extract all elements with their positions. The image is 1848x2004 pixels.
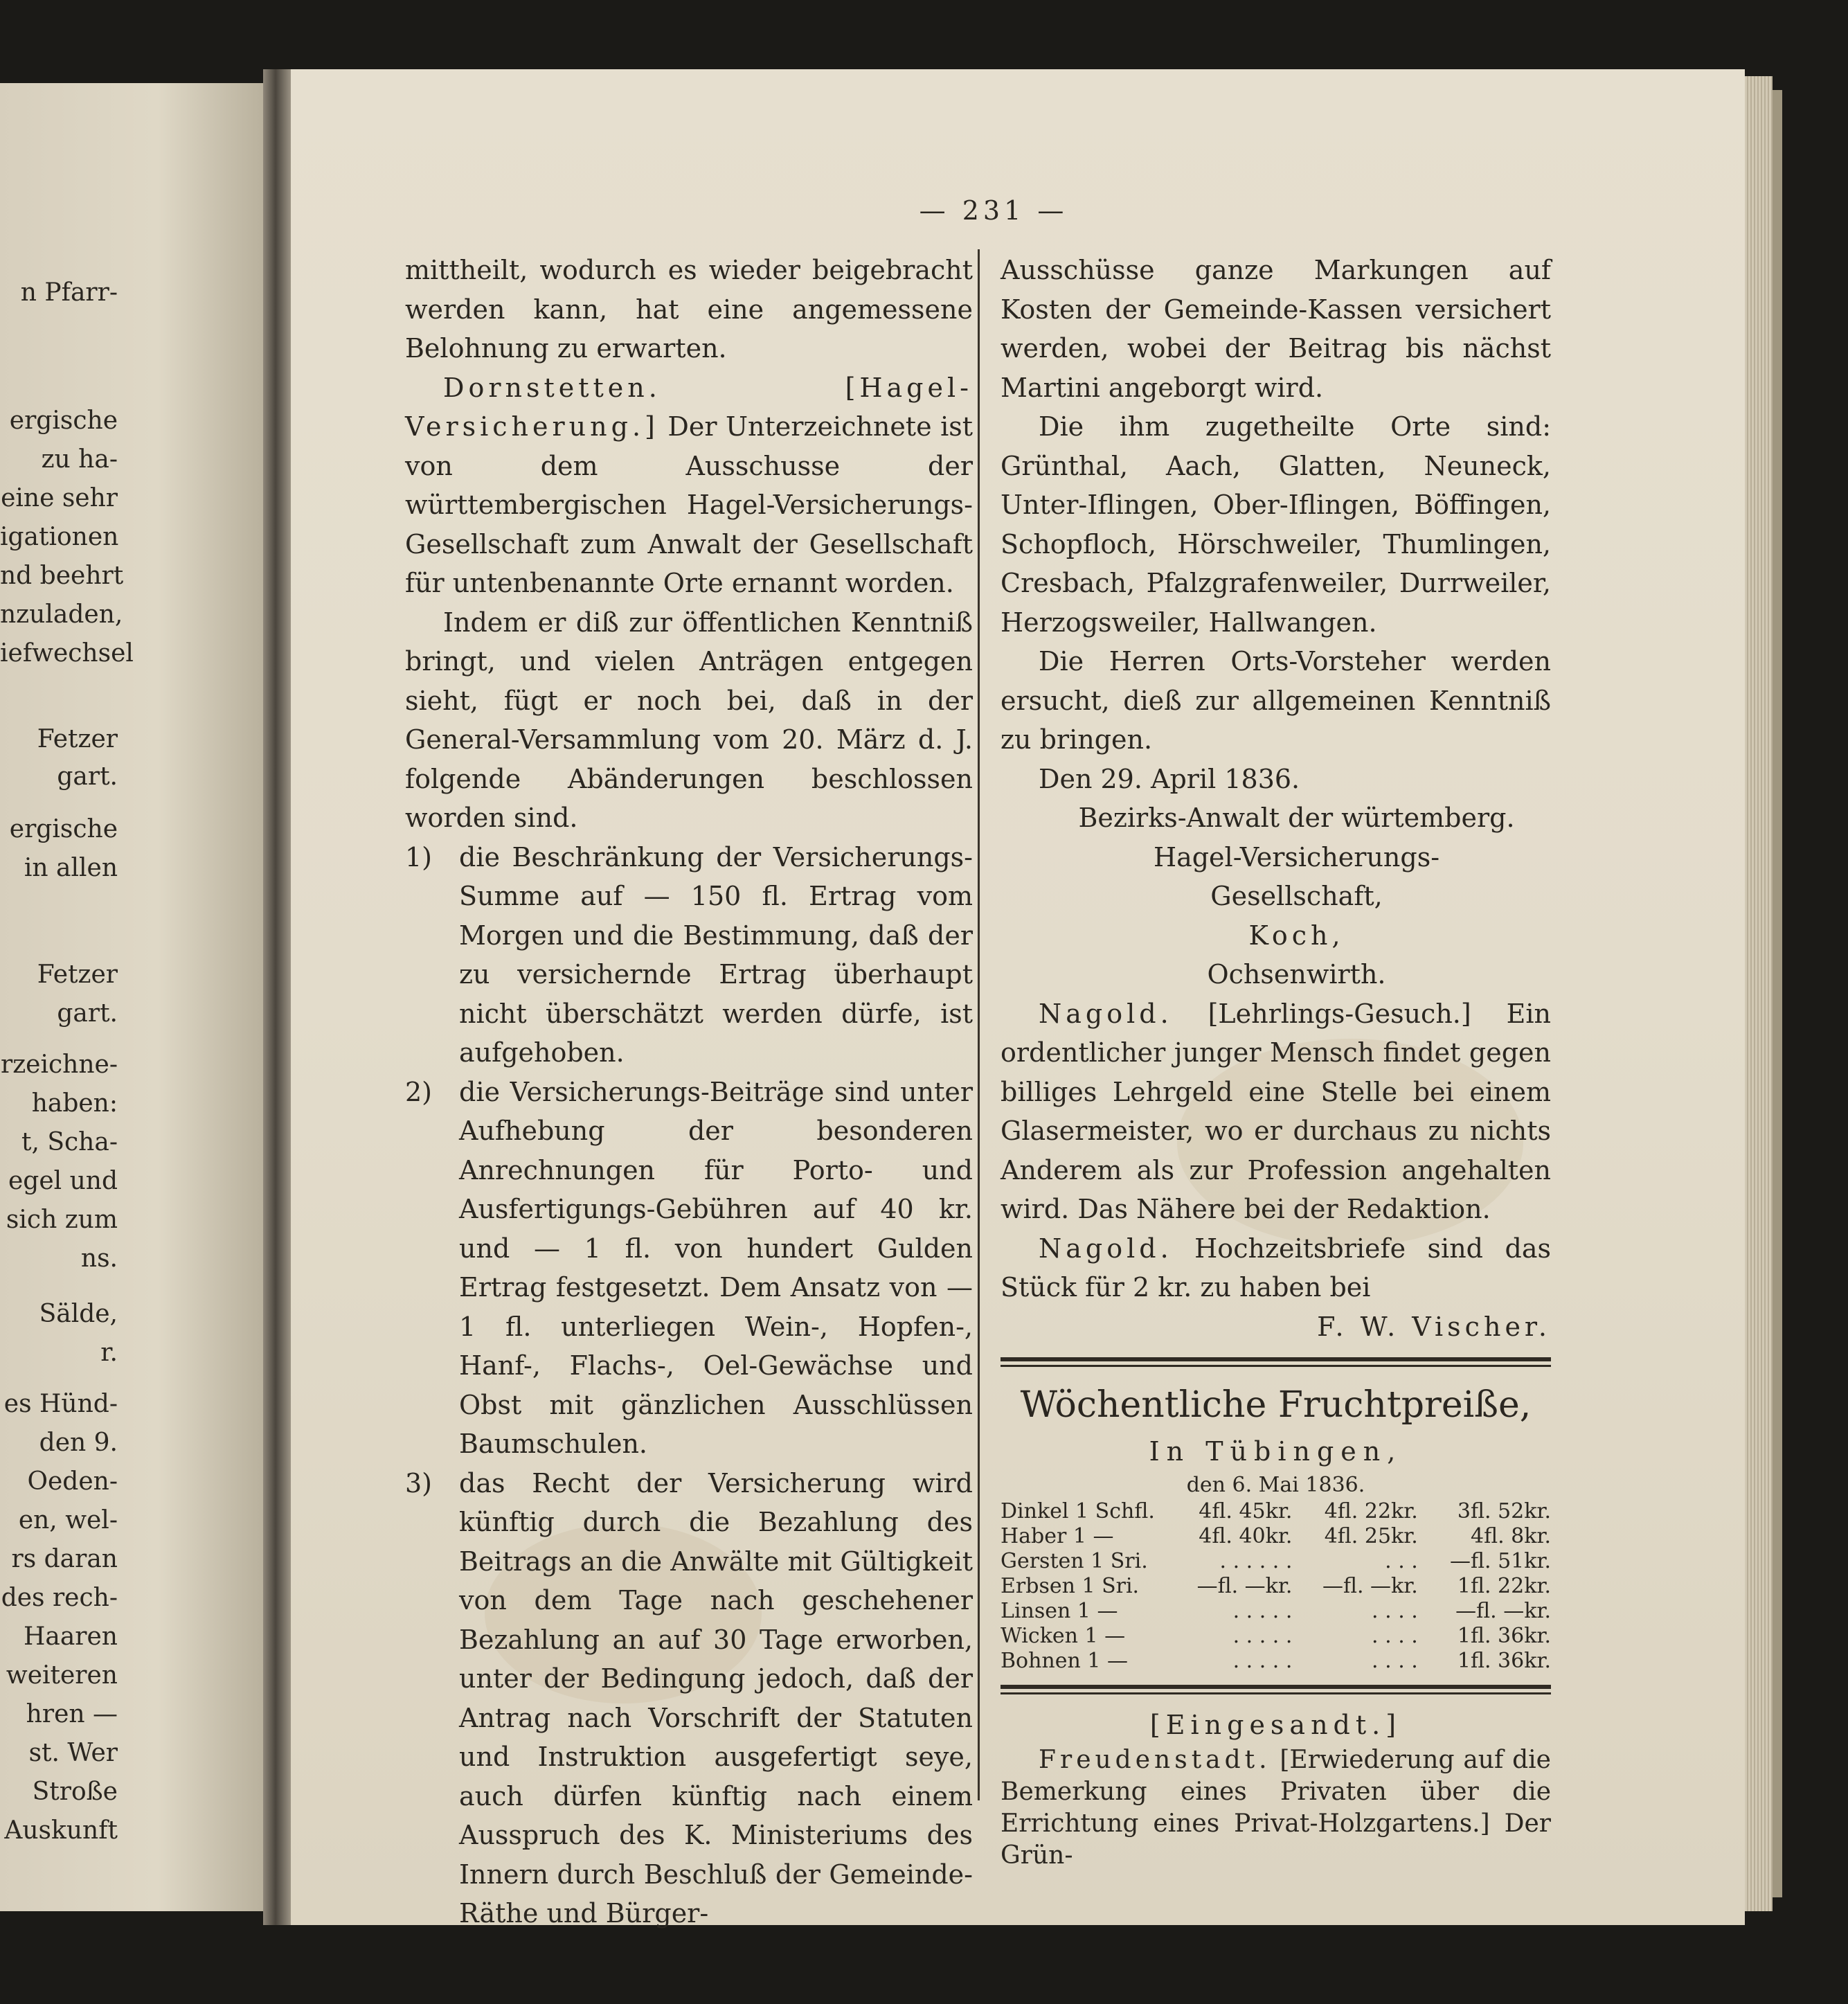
prices-date: den 6. Mai 1836. [1186, 1472, 1365, 1497]
notice-text: [Erwiederung auf die Bemerkung eines Privaten über die Errichtung eines Privat-Holzgartens.] Der Grün- [1001, 1746, 1551, 1870]
table-row [1001, 1599, 1551, 1624]
table-cell: 4fl. 40kr. [1199, 1523, 1293, 1548]
left-fragment: t, Scha- [21, 1128, 118, 1156]
table-cell: . . . . . [1232, 1648, 1293, 1673]
notice-text: Der Unterzeichnete ist von dem Ausschusse der württembergischen Hagel-Versicherungs-Gesellschaft zum Anwalt der Gesellschaft für untenbenannte Orte ernannt worden. [405, 411, 973, 598]
table-cell: . . . . [1372, 1623, 1418, 1648]
signature-line: Hagel-Versicherungs- [1153, 841, 1440, 873]
continued-paragraph: Ausschüsse ganze Markungen auf Kosten der Gemeinde-Kassen versichert werden, wobei der Beitrag bis nächst Martini angeborgt wird. [1001, 255, 1551, 403]
prices-title: Wöchentliche Fruchtpreiße, [1020, 1384, 1532, 1426]
left-fragment: gart. [57, 762, 118, 791]
prices-place: In Tübingen, [1149, 1436, 1403, 1467]
paragraph: Die ihm zugetheilte Orte sind: Grünthal, Aach, Glatten, Neuneck, Unter-Iflingen, Ober-Iflingen, Böffingen, Schopfloch, Hörschweiler, Thumlingen, Cresbach, Pfalzgrafenweiler, Durrweiler, Herzogsweiler, Hallwangen. [1001, 411, 1551, 638]
left-fragment: Fetzer [37, 960, 118, 989]
freudenstadt-notice [1001, 1744, 1551, 1872]
column-right [1001, 251, 1551, 1872]
signature-line: Bezirks-Anwalt der würtemberg. [1078, 803, 1515, 833]
left-fragment: igationen [0, 523, 119, 551]
signature-line: Gesellschaft, [1210, 881, 1383, 911]
nagold-notice [1001, 1229, 1551, 1307]
left-fragment: nzuladen, [0, 600, 123, 629]
table-cell: —fl. —kr. [1455, 1598, 1551, 1623]
left-fragment: Auskunft [4, 1816, 118, 1845]
left-fragment: iefwechsel [0, 639, 134, 668]
left-fragment: nd beehrt [0, 562, 124, 590]
page-number: — 231 — [919, 195, 1068, 226]
left-fragment: en, wel- [18, 1506, 118, 1535]
left-fragment: Stroße [32, 1778, 118, 1806]
table-cell: 1fl. 36kr. [1457, 1623, 1551, 1648]
left-fragment: Oeden- [27, 1467, 118, 1496]
table-cell: Erbsen 1 Sri. [1001, 1573, 1140, 1598]
left-fragment: ergische [9, 815, 118, 843]
left-fragment: ns. [80, 1244, 118, 1273]
item-text: die Beschränkung der Versicherungs-Summe auf — 150 fl. Ertrag vom Morgen und die Bestimmung, daß der zu versichernde Ertrag überhaupt nicht überschätzt werden dürfe, ist aufgehoben. [459, 841, 973, 1068]
left-fragment: st. Wer [28, 1739, 118, 1767]
table-cell: Dinkel 1 Schfl. [1001, 1498, 1155, 1523]
left-fragment: haben: [31, 1089, 118, 1118]
list-item [405, 1073, 973, 1464]
table-cell: 1fl. 36kr. [1457, 1648, 1551, 1673]
left-fragment: Fetzer [37, 725, 118, 753]
dornstetten-notice [405, 368, 973, 603]
table-cell: Gersten 1 Sri. [1001, 1548, 1148, 1573]
left-fragment: gart. [57, 999, 118, 1028]
list-item [405, 838, 973, 1073]
left-fragment: hren — [26, 1700, 118, 1728]
table-cell: Wicken 1 — [1001, 1623, 1126, 1648]
paragraph: Die Herren Orts-Vorsteher werden ersucht, dieß zur allgemeinen Kenntniß zu bringen. [1001, 646, 1551, 755]
left-fragment: weiteren [6, 1661, 118, 1690]
column-divider [978, 249, 980, 1800]
paragraph: Indem er diß zur öffentlichen Kenntniß bringt, und vielen Anträgen entgegen sieht, fügt er noch bei, daß in der General-Versammlung vom 20. März d. J. folgende Abänderungen beschlossen worden sind. [405, 607, 973, 833]
left-fragment: r. [100, 1339, 118, 1367]
left-fragment: eine sehr [1, 484, 118, 512]
item-number: 2) [405, 1076, 433, 1107]
left-fragment: zu ha- [41, 445, 118, 474]
page-edges-shadow [1773, 90, 1782, 1897]
eingesandt-heading: [Eingesandt.] [1149, 1709, 1402, 1740]
left-fragment: rs daran [11, 1545, 118, 1573]
left-fragment: Haaren [23, 1622, 118, 1651]
item-number: 3) [405, 1467, 433, 1498]
date-line: Den 29. April 1836. [1039, 763, 1300, 794]
signature-line: Ochsenwirth. [1207, 959, 1386, 990]
left-fragment: rzeichne- [1, 1050, 118, 1079]
table-row [1001, 1574, 1551, 1599]
table-row [1001, 1524, 1551, 1549]
table-cell: 4fl. 45kr. [1199, 1498, 1293, 1523]
table-cell: —fl. —kr. [1196, 1573, 1293, 1598]
table-cell: —fl. 51kr. [1449, 1548, 1551, 1573]
place-name: Nagold. [1039, 1233, 1173, 1264]
left-fragment: n Pfarr- [20, 278, 118, 307]
table-cell: . . . . [1372, 1598, 1418, 1623]
table-cell: . . . . . [1232, 1623, 1293, 1648]
table-row [1001, 1649, 1551, 1674]
place-name: Dornstetten. [443, 372, 661, 403]
table-row [1001, 1549, 1551, 1574]
notice-text: [Lehrlings-Gesuch.] Ein ordentlicher junger Mensch findet gegen billiges Lehrgeld eine Stelle bei einem Glasermeister, wo er durchaus zu nichts Anderem als zur Profession angehalten wird. Das Nähere bei der Redaktion. [1001, 998, 1551, 1224]
left-fragment: egel und [8, 1167, 118, 1195]
section-rule [1001, 1685, 1551, 1694]
table-cell: . . . . . [1232, 1598, 1293, 1623]
left-fragment: des rech- [1, 1584, 118, 1612]
item-text: das Recht der Versicherung wird künftig durch die Bezahlung des Beitrags an die Anwälte mit Gültigkeit von dem Tage nach geschehener Bezahlung an auf 30 Tage erworben, unter der Bedingung jedoch, daß der Antrag nach Vorschrift der Statuten und Instruktion ausgefertigt seye, auch dürfen künftig nach einem Ausspruch des K. Ministeriums des Innern durch Beschluß der Gemeinde-Räthe und Bürger- [459, 1467, 973, 1929]
table-cell: . . . . [1372, 1648, 1418, 1673]
left-fragment: in allen [24, 854, 118, 882]
table-cell: 3fl. 52kr. [1457, 1498, 1551, 1523]
price-table [1001, 1499, 1551, 1674]
item-text: die Versicherungs-Beiträge sind unter Aufhebung der besonderen Anrechnungen für Porto- und Ausfertigungs-Gebühren auf 40 kr. und — 1 fl. von hundert Gulden Ertrag festgesetzt. Dem Ansatz von — 1 fl. unterliegen Wein-, Hopfen-, Hanf-, Flachs-, Oel-Gewächse und Obst mit gänzlichen Ausschlüssen Baumschulen. [459, 1076, 973, 1459]
table-cell: Linsen 1 — [1001, 1598, 1118, 1623]
table-cell: . . . . . . [1219, 1548, 1293, 1573]
place-name: Nagold. [1039, 998, 1173, 1029]
signature-line: F. W. Vischer. [1317, 1311, 1551, 1342]
table-row [1001, 1499, 1551, 1524]
table-cell: . . . [1385, 1548, 1418, 1573]
table-cell: —fl. —kr. [1322, 1573, 1418, 1598]
table-cell: 4fl. 8kr. [1470, 1523, 1551, 1548]
table-cell: 1fl. 22kr. [1457, 1573, 1551, 1598]
left-fragment: Sälde, [39, 1300, 118, 1328]
left-fragment: sich zum [6, 1206, 118, 1234]
signature-line: Koch, [1248, 920, 1345, 951]
left-fragment: es Hünd- [3, 1390, 118, 1418]
column-left [405, 251, 973, 1933]
table-cell: 4fl. 22kr. [1324, 1498, 1418, 1523]
table-row [1001, 1624, 1551, 1649]
table-cell: 4fl. 25kr. [1324, 1523, 1418, 1548]
table-cell: Bohnen 1 — [1001, 1648, 1128, 1673]
book-gutter [263, 69, 291, 1925]
page-edges [1745, 76, 1773, 1911]
notice-text: Hochzeitsbriefe sind das Stück für 2 kr. zu haben bei [1001, 1233, 1551, 1303]
place-name: Freudenstadt. [1039, 1746, 1271, 1774]
left-fragment: ergische [9, 406, 118, 435]
section-rule [1001, 1357, 1551, 1367]
item-number: 1) [405, 841, 433, 873]
table-cell: Haber 1 — [1001, 1523, 1114, 1548]
intro-paragraph: mittheilt, wodurch es wieder beigebracht werden kann, hat eine angemessene Belohnung zu erwarten. [405, 255, 973, 364]
notice-heading: [Hagel-Versicherung.] [405, 372, 973, 442]
list-item [405, 1464, 973, 1933]
left-fragment: den 9. [39, 1429, 118, 1457]
nagold-notice [1001, 994, 1551, 1229]
